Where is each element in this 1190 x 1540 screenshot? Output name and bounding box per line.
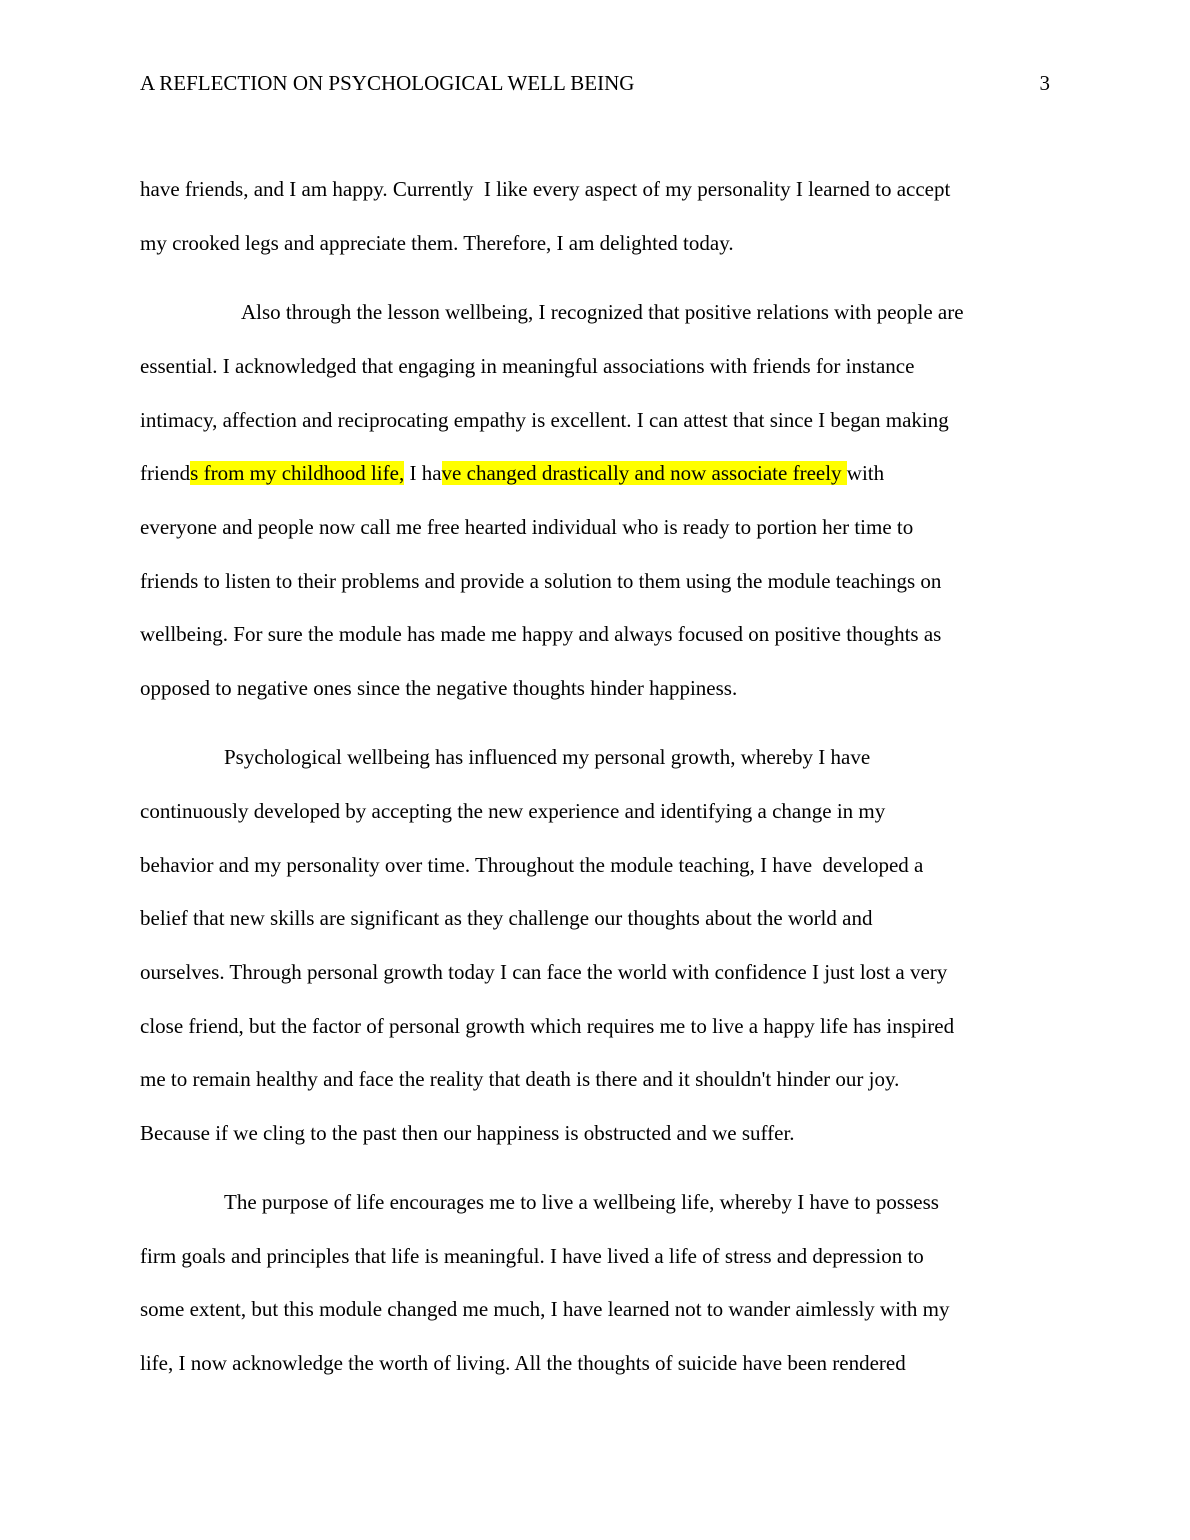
body-line: friends to listen to their problems and provide a solution to them using the module teachings on: [140, 569, 942, 593]
highlighted-text: s from my childhood life,: [190, 461, 405, 485]
body-line: ourselves. Through personal growth today I can face the world with confidence I just lost a very: [140, 960, 948, 984]
body-line: have friends, and I am happy. Currently I like every aspect of my personality I learned to accept: [140, 177, 951, 201]
body-line: me to remain healthy and face the reality that death is there and it shouldn't hinder our joy.: [140, 1067, 900, 1091]
paragraph-first-line: Also through the lesson wellbeing, I recognized that positive relations with people are: [241, 300, 964, 324]
page-number: 3: [1039, 71, 1050, 95]
body-line: behavior and my personality over time. Throughout the module teaching, I have developed a: [140, 853, 924, 877]
body-line: everyone and people now call me free hearted individual who is ready to portion her time to: [140, 515, 914, 539]
body-line: Because if we cling to the past then our happiness is obstructed and we suffer.: [140, 1121, 795, 1145]
body-line-highlighted: [140, 459, 884, 487]
body-line: wellbeing. For sure the module has made me happy and always focused on positive thoughts as: [140, 622, 942, 646]
body-line: life, I now acknowledge the worth of living. All the thoughts of suicide have been rendered: [140, 1351, 906, 1375]
body-line: some extent, but this module changed me much, I have learned not to wander aimlessly with my: [140, 1297, 950, 1321]
body-line: firm goals and principles that life is meaningful. I have lived a life of stress and depression to: [140, 1244, 924, 1268]
body-line: essential. I acknowledged that engaging in meaningful associations with friends for instance: [140, 354, 915, 378]
highlighted-text: ve changed drastically and now associate freely: [441, 461, 847, 485]
text-segment: with: [846, 461, 885, 485]
text-segment: friend: [140, 461, 191, 485]
body-line: opposed to negative ones since the negative thoughts hinder happiness.: [140, 676, 738, 700]
body-line: belief that new skills are significant as they challenge our thoughts about the world and: [140, 906, 873, 930]
running-head: A REFLECTION ON PSYCHOLOGICAL WELL BEING: [140, 71, 635, 95]
body-line: my crooked legs and appreciate them. Therefore, I am delighted today.: [140, 231, 734, 255]
body-line: close friend, but the factor of personal growth which requires me to live a happy life has inspired: [140, 1014, 955, 1038]
paragraph-first-line: Psychological wellbeing has influenced my personal growth, whereby I have: [224, 745, 871, 769]
body-line: intimacy, affection and reciprocating empathy is excellent. I can attest that since I began making: [140, 408, 949, 432]
body-line: continuously developed by accepting the new experience and identifying a change in my: [140, 799, 886, 823]
text-segment: I ha: [404, 461, 442, 485]
paragraph-first-line: The purpose of life encourages me to live a wellbeing life, whereby I have to possess: [224, 1190, 939, 1214]
